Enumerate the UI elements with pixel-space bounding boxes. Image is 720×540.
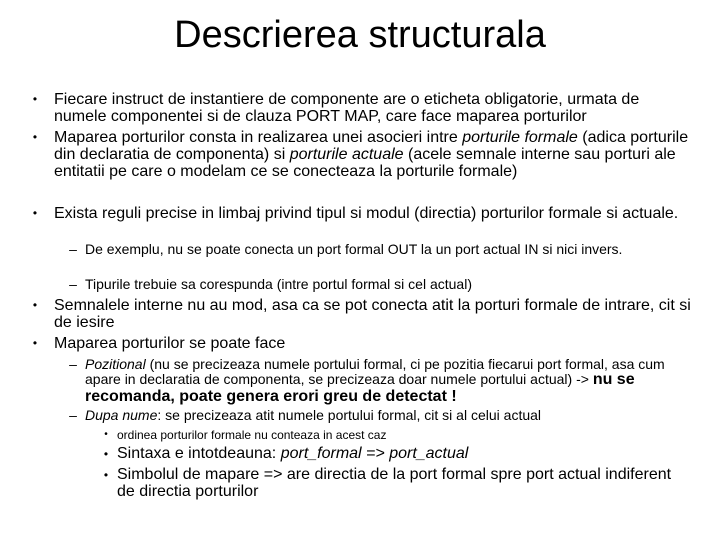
sub-item-5-1 [69,356,690,405]
dash-marker: – [69,407,77,423]
bullet-marker: • [104,429,108,440]
bullet-marker: • [32,298,38,312]
sub-sub-item-text [117,445,677,462]
text-run: (nu se precizeaza numele portului formal, ci pe pozitia fiecarui port formal, asa cum apare in declaratia de componenta, se precizeaza doar numele portului actual) -> [85,356,665,387]
sub-sub-item-2 [103,445,677,462]
bullet-text: Maparea porturilor se poate face [54,335,286,352]
sub-item-3-2 [69,276,685,292]
dash-marker: – [69,276,77,292]
text-run: : se precizeaza atit numele portului formal, cit si al celui actual [157,407,542,423]
text-run: (adica porturile din declaratia de componenta) si [54,129,689,163]
dash-marker: – [69,241,77,257]
sub-item-text: De exemplu, nu se poate conecta un port formal OUT la un port actual IN si nici invers. [85,241,623,257]
text-run: (acele semnale interne sau porturi ale entitatii pe care o modelam ce se conecteaza la porturile formale) [54,146,676,180]
bullet-text: Fiecare instruct de instantiere de componente are o eticheta obligatorie, urmata de numele componentei si de clauza PORT MAP, care face maparea porturilor [54,91,640,125]
bullet-marker: • [32,206,38,220]
sub-sub-item-text: ordinea porturilor formale nu conteaza in acest caz [117,428,387,442]
warning-text: nu se recomanda, poate genera erori greu de detectat ! [85,371,635,405]
dash-marker: – [69,356,77,372]
bullet-text [54,129,694,180]
bullet-item-2 [32,129,694,180]
sub-item-5-2 [69,407,690,423]
bullet-item-1 [32,91,694,125]
syntax-example: port_formal => port_actual [280,445,469,462]
bullet-item-5 [32,335,694,352]
sub-sub-item-1 [104,428,677,442]
sub-item-text [85,357,690,405]
bullet-marker: • [103,447,109,461]
bullet-text: Exista reguli precise in limbaj privind tipul si modul (directia) porturilor formale si actuale. [54,205,679,222]
emphasis-pozitional: Pozitional [85,356,146,372]
sub-sub-item-3 [103,466,677,500]
bullet-item-4 [32,297,694,331]
text-run: Maparea porturilor consta in realizarea unei asocieri intre [54,129,463,146]
slide-title: Descrierea structurala [174,14,546,56]
emphasis-dupa-nume: Dupa nume [85,407,158,423]
sub-sub-item-text: Simbolul de mapare => are directia de la port formal spre port actual indiferent de directia porturilor [117,466,672,500]
bullet-text: Semnalele interne nu au mod, asa ca se pot conecta atit la porturi formale de intrare, cit si de iesire [54,297,691,331]
bullet-marker: • [32,130,38,144]
bullet-marker: • [32,336,38,350]
emphasis-porturile-formale: porturile formale [462,129,578,146]
sub-item-text [85,408,690,422]
bullet-marker: • [103,468,109,482]
bullet-item-3 [32,205,694,222]
emphasis-porturile-actuale: porturile actuale [289,146,404,163]
text-run: Sintaxa e intotdeauna: [117,445,281,462]
sub-item-3-1 [69,241,685,257]
sub-item-text: Tipurile trebuie sa corespunda (intre portul formal si cel actual) [85,276,472,292]
bullet-marker: • [32,92,38,106]
